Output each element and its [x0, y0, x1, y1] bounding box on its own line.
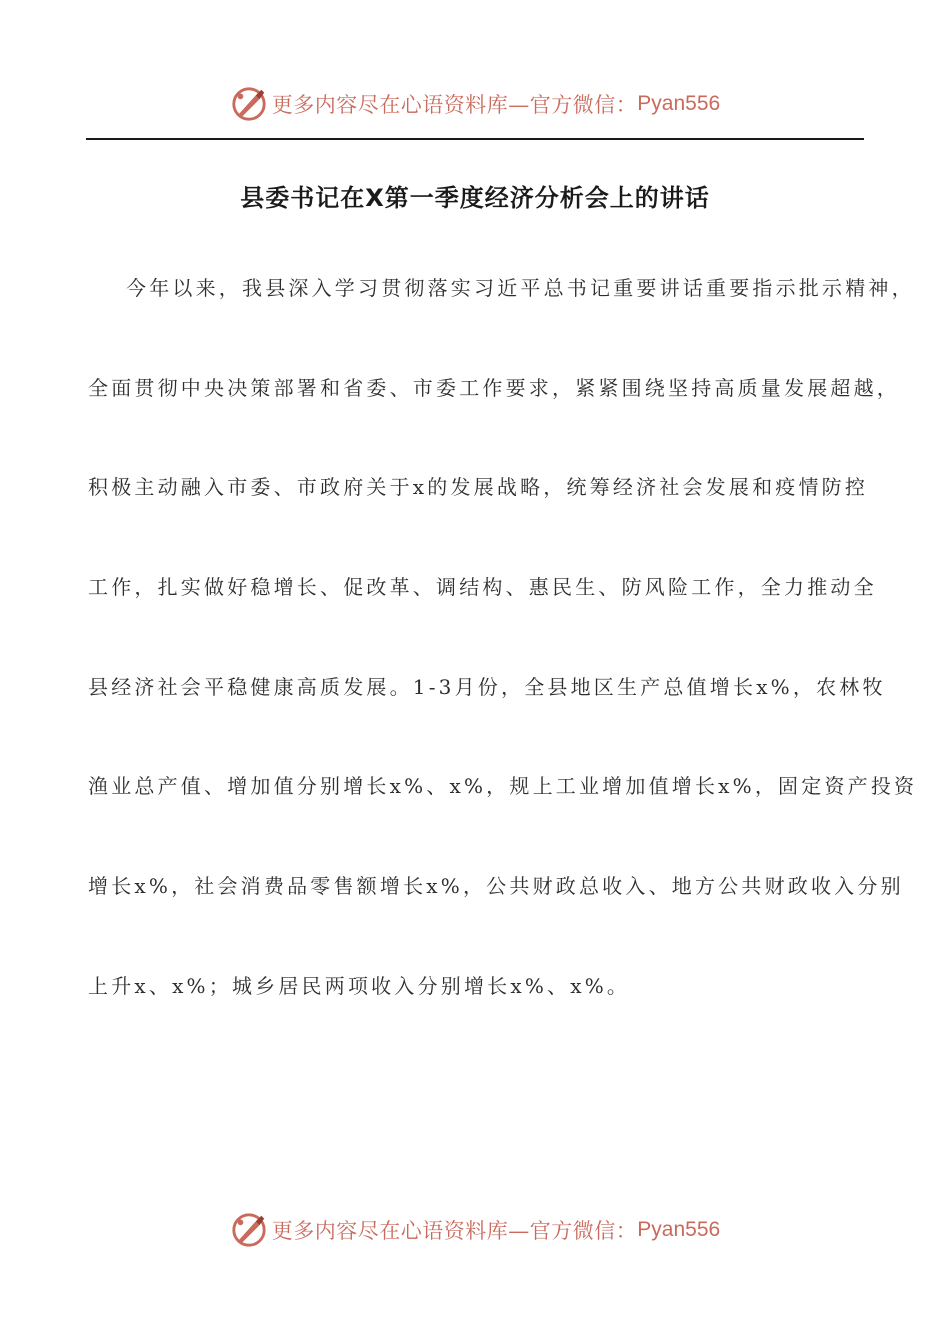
footer-watermark-banner — [0, 1208, 950, 1252]
banner-text: 更多内容尽在心语资料库—官方微信： — [271, 93, 638, 117]
pen-seal-logo-icon — [230, 85, 268, 123]
banner-wechat-id: Pyan556 — [637, 1218, 721, 1241]
document-title: 县委书记在X第一季度经济分析会上的讲话 — [240, 184, 710, 212]
body-line: 渔业总产值、增加值分别增长x%、x%，规上工业增加值增长x%，固定资产投资 — [88, 774, 918, 798]
body-line: 县经济社会平稳健康高质发展。1-3月份，全县地区生产总值增长x%，农林牧 — [88, 675, 886, 699]
body-line: 全面贯彻中央决策部署和省委、市委工作要求，紧紧围绕坚持高质量发展超越， — [88, 376, 900, 400]
header-divider — [86, 138, 864, 140]
header-watermark-banner — [0, 82, 950, 126]
body-line: 工作，扎实做好稳增长、促改革、调结构、惠民生、防风险工作，全力推动全 — [88, 575, 877, 599]
body-line: 积极主动融入市委、市政府关于x的发展战略，统筹经济社会发展和疫情防控 — [88, 475, 869, 499]
pen-seal-logo-icon — [230, 1211, 268, 1249]
banner-text: 更多内容尽在心语资料库—官方微信： — [271, 1219, 638, 1243]
body-line: 增长x%，社会消费品零售额增长x%，公共财政总收入、地方公共财政收入分别 — [88, 874, 904, 898]
body-line: 上升x、x%；城乡居民两项收入分别增长x%、x%。 — [88, 974, 631, 998]
banner-wechat-id: Pyan556 — [637, 92, 721, 115]
body-line: 今年以来，我县深入学习贯彻落实习近平总书记重要讲话重要指示批示精神， — [126, 276, 915, 300]
